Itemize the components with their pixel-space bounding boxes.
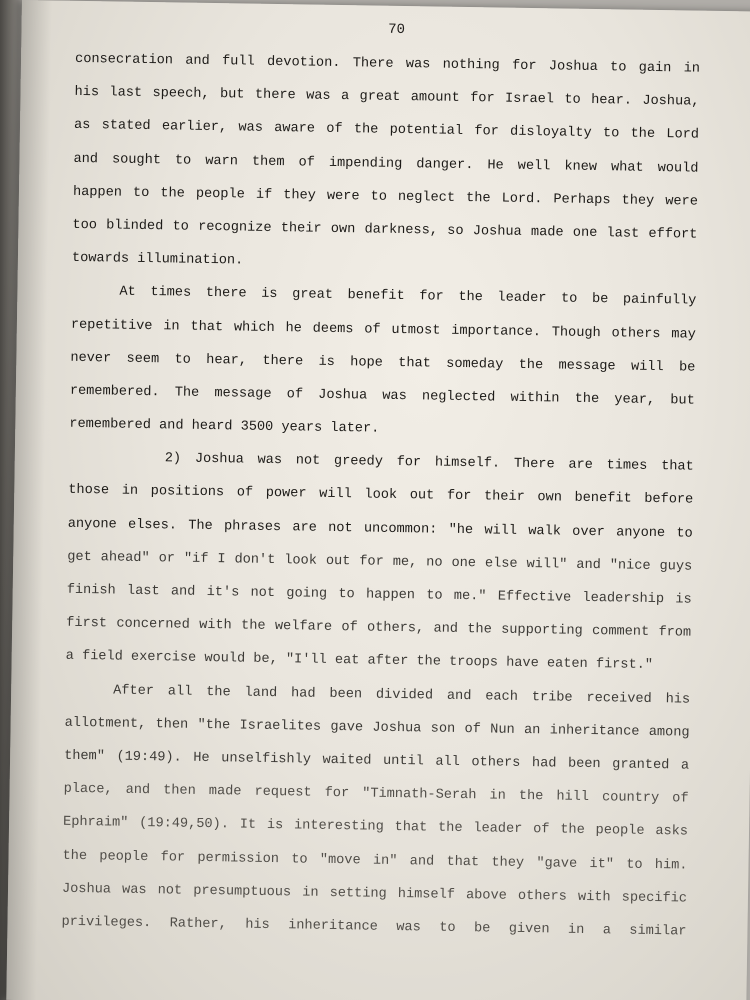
text-line: remembered and heard 3500 years later. <box>69 416 380 437</box>
paragraph-4 <box>61 673 690 948</box>
text-line: first concerned with the welfare of others, and the supporting comment from <box>66 615 692 641</box>
page-body <box>61 43 700 949</box>
book-page <box>6 0 750 1000</box>
text-line: repetitive in that which he deems of utmost importance. Though others may <box>70 317 696 343</box>
text-line: too blinded to recognize their own darkness, so Joshua made one last effort <box>72 217 698 243</box>
text-line: anyone elses. The phrases are not uncommon: "he will walk over anyone to <box>67 516 693 542</box>
text-line: remembered. The message of Joshua was neglected within the year, but <box>69 383 695 409</box>
text-line: After all the land had been divided and each tribe received his <box>113 683 691 708</box>
paragraph-2 <box>69 275 697 451</box>
text-line: allotment, then "the Israelites gave Joshua son of Nun an inheritance among <box>64 715 690 741</box>
text-line: Ephraim" (19:49,50). It is interesting that the leader of the people asks <box>62 815 689 840</box>
text-line: his last speech, but there was a great amount for Israel to hear. Joshua, <box>74 85 700 110</box>
text-line: Joshua was not presumptuous in setting himself above others with specific <box>61 881 688 907</box>
text-line: as stated earlier, was aware of the potential for disloyalty to the Lord <box>73 118 700 144</box>
text-line: consecration and full devotion. There was nothing for Joshua to gain in <box>74 51 701 77</box>
text-line: 2) Joshua was not greedy for himself. There are times that <box>164 451 694 475</box>
text-line: get ahead" or "if I don't look out for me, no one else will" and "nice guys <box>67 549 693 575</box>
paragraph-1 <box>72 43 701 285</box>
spine-shadow <box>6 0 52 1000</box>
text-line: At times there is great benefit for the leader to be painfully <box>119 284 697 309</box>
text-line: and sought to warn them of impending danger. He well knew what would <box>73 151 699 177</box>
text-line: those in positions of power will look out for their own benefit before <box>68 483 694 509</box>
text-line: never seem to hear, there is hope that someday the message will be <box>70 350 696 376</box>
text-line: them" (19:49). He unselfishly waited until all others had been granted a <box>64 748 690 774</box>
paragraph-3 <box>65 441 694 683</box>
text-line: finish last and it's not going to happen to me." Effective leadership is <box>66 582 692 608</box>
text-line: a field exercise would be, "I'll eat after the troops have eaten first." <box>65 649 654 674</box>
text-line: the people for permission to "move in" and that they "gave it" to him. <box>62 848 688 874</box>
text-line: privileges. Rather, his inheritance was to be given in a similar <box>61 914 687 940</box>
text-line: towards illumination. <box>71 250 244 269</box>
page-number: 70 <box>388 21 406 39</box>
text-line: place, and then made request for "Timnath-Serah in the hill country of <box>63 781 689 807</box>
text-line: happen to the people if they were to neglect the Lord. Perhaps they were <box>72 184 699 210</box>
